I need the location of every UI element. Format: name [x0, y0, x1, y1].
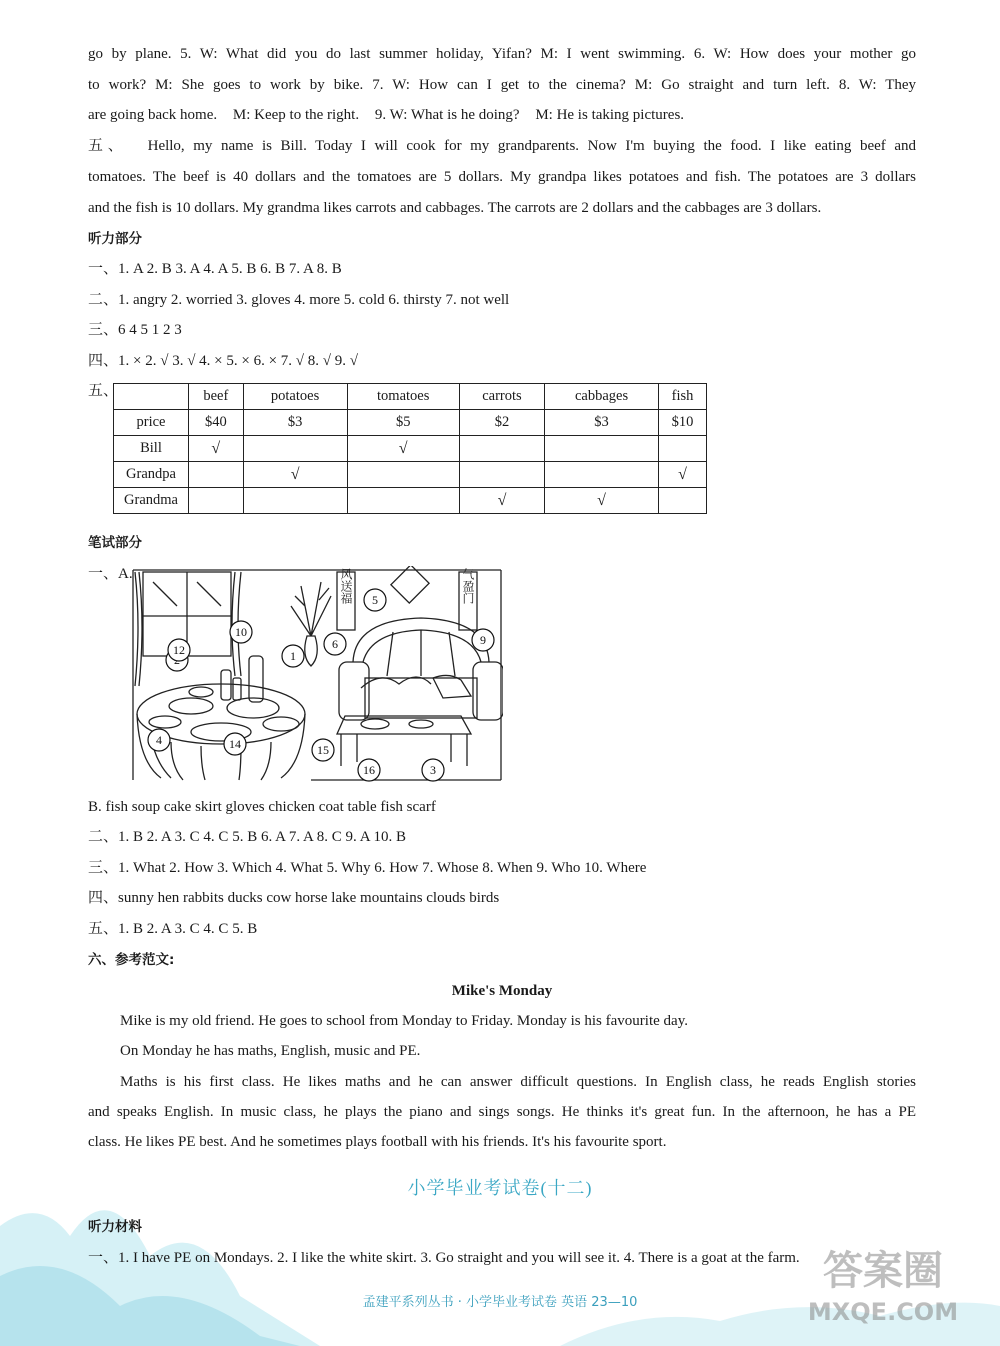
table-cell	[545, 462, 659, 488]
essay-paragraph-1: Mike is my old friend. He goes to school from Monday to Friday. Monday is his favourite day.	[120, 1013, 688, 1029]
table-cell	[545, 436, 659, 462]
scroll-text-right: 气盈门	[461, 568, 475, 604]
table-cell: price	[114, 410, 189, 436]
page-footer: 孟建平系列丛书 · 小学毕业考试卷 英语 23—10	[362, 1295, 638, 1310]
living-room-illustration	[131, 566, 503, 782]
callout-number: 4	[156, 733, 162, 747]
essay-paragraph-2: On Monday he has maths, English, music and PE.	[120, 1043, 421, 1059]
table-cell: $2	[459, 410, 544, 436]
table-cell: √	[243, 462, 347, 488]
listening-line-3: are going back home. M: Keep to the right. 9. W: What is he doing? M: He is taking pictures.	[88, 107, 685, 123]
table-cell	[659, 488, 707, 514]
listening-q1: 一、1. A 2. B 3. A 4. A 5. B 6. B 7. A 8. B	[88, 261, 342, 277]
next-section-heading: 听力材料	[88, 1219, 142, 1235]
table-cell	[243, 436, 347, 462]
table-cell: $3	[545, 410, 659, 436]
table-cell	[347, 462, 459, 488]
essay-paragraph-3-line-2: and speaks English. In music class, he plays the piano and sings songs. He thinks it's great fun. In the afternoon, he has a PE	[88, 1104, 916, 1120]
table-cell: $3	[243, 410, 347, 436]
watermark-logo	[790, 1232, 976, 1332]
table-row	[114, 488, 707, 514]
table-header-cell: beef	[189, 384, 244, 410]
callout-number: 6	[332, 637, 338, 651]
table-cell: $5	[347, 410, 459, 436]
table-cell: √	[189, 436, 244, 462]
table-cell: √	[545, 488, 659, 514]
table-cell	[659, 436, 707, 462]
listening-line-1: go by plane. 5. W: What did you do last summer holiday, Yifan? M: I went swimming. 6. W: How does your mother go	[88, 46, 917, 62]
passage-5-line-2: tomatoes. The beef is 40 dollars and the tomatoes are 5 dollars. My grandpa likes potatoes and fish. The potatoes are 3 dollars	[88, 169, 916, 185]
table-cell: Grandma	[114, 488, 189, 514]
listening-heading: 听力部分	[88, 231, 142, 247]
written-q1-label: 一、A.	[88, 566, 133, 582]
table-row	[114, 410, 707, 436]
essay-paragraph-3-line-1: Maths is his first class. He likes maths and he can answer difficult questions. In English class, he reads English stories	[120, 1074, 916, 1090]
passage-5-line-3: and the fish is 10 dollars. My grandma likes carrots and cabbages. The carrots are 2 dollars and the cabbages are 3 dollars.	[88, 200, 822, 216]
table-cell	[189, 462, 244, 488]
written-heading: 笔试部分	[88, 535, 142, 551]
written-q6: 六、参考范文:	[88, 952, 175, 968]
table-cell: $10	[659, 410, 707, 436]
watermark-text-bottom: MXQE.COM	[807, 1298, 959, 1326]
written-q3: 三、1. What 2. How 3. Which 4. What 5. Why 6. How 7. Whose 8. When 9. Who 10. Where	[88, 860, 647, 876]
table-cell	[189, 488, 244, 514]
listening-q4: 四、1. × 2. √ 3. √ 4. × 5. × 6. × 7. √ 8. √ 9. √	[88, 353, 359, 369]
essay-paragraph-3-line-3: class. He likes PE best. And he sometimes plays football with his friends. It's his favourite sport.	[88, 1134, 667, 1150]
written-q1b: B. fish soup cake skirt gloves chicken coat table fish scarf	[88, 799, 436, 815]
written-q4: 四、sunny hen rabbits ducks cow horse lake mountains clouds birds	[88, 890, 500, 906]
shopping-table	[113, 383, 707, 514]
essay-title: Mike's Monday	[451, 983, 553, 999]
table-header-cell: potatoes	[243, 384, 347, 410]
listening-q3: 三、6 4 5 1 2 3	[88, 322, 182, 338]
table-header-cell: fish	[659, 384, 707, 410]
table-header-cell	[114, 384, 189, 410]
watermark-text-top: 答案圈	[823, 1248, 943, 1294]
scroll-text-left: 风送福	[339, 568, 353, 604]
table-cell	[243, 488, 347, 514]
written-q5: 五、1. B 2. A 3. C 4. C 5. B	[88, 921, 258, 937]
passage-5-line-1: 五、 Hello, my name is Bill. Today I will cook for my grandparents. Now I'm buying the food. I like eating beef and	[88, 138, 916, 154]
table-header-cell: carrots	[459, 384, 544, 410]
table-cell: √	[347, 436, 459, 462]
callout-number: 16	[363, 763, 375, 777]
callout-number: 15	[317, 743, 329, 757]
next-section-title: 小学毕业考试卷(十二)	[407, 1178, 593, 1198]
table-row	[114, 462, 707, 488]
callout-number: 14	[229, 737, 241, 751]
table-cell: Bill	[114, 436, 189, 462]
callout-number: 3	[430, 763, 436, 777]
table-cell: $40	[189, 410, 244, 436]
table-header-cell: tomatoes	[347, 384, 459, 410]
callout-number: 5	[372, 593, 378, 607]
callout-number: 1	[290, 649, 296, 663]
listening-q5-label: 五、	[88, 383, 119, 399]
table-cell	[459, 436, 544, 462]
table-header-cell: cabbages	[545, 384, 659, 410]
listening-line-2: to work? M: She goes to work by bike. 7. W: How can I get to the cinema? M: Go straight and turn left. 8. W: They	[88, 77, 917, 93]
next-section-q1: 一、1. I have PE on Mondays. 2. I like the white skirt. 3. Go straight and you will see it. 4. There is a goat at the farm.	[88, 1250, 800, 1266]
callout-number: 12	[173, 643, 185, 657]
table-cell: √	[659, 462, 707, 488]
callout-number: 10	[235, 625, 247, 639]
table-row	[114, 436, 707, 462]
callout-number: 9	[480, 633, 486, 647]
table-cell: Grandpa	[114, 462, 189, 488]
table-cell	[459, 462, 544, 488]
table-header-row	[114, 384, 707, 410]
listening-q2: 二、1. angry 2. worried 3. gloves 4. more 5. cold 6. thirsty 7. not well	[88, 292, 510, 308]
written-q2: 二、1. B 2. A 3. C 4. C 5. B 6. A 7. A 8. C 9. A 10. B	[88, 829, 406, 845]
table-cell: √	[459, 488, 544, 514]
table-cell	[347, 488, 459, 514]
